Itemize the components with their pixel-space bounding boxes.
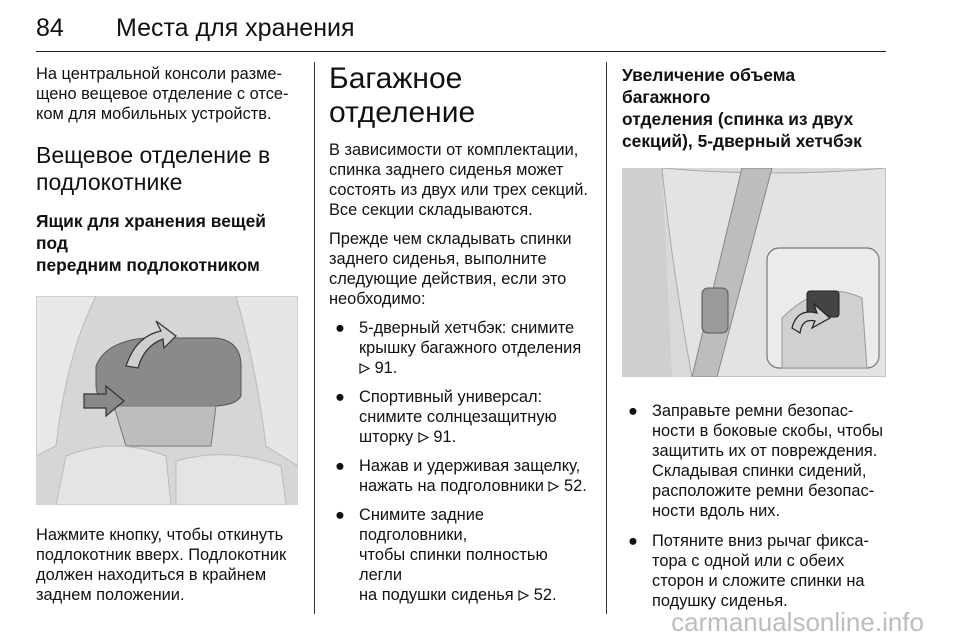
armrest-caption: заднем положении. (36, 586, 185, 604)
paragraph-line: следующие действия, если это (329, 270, 567, 288)
fold-heading: Увеличение объема багажного (622, 65, 796, 107)
cross-reference-icon (418, 432, 429, 443)
paragraph-line: состоять из двух или трех секций. (329, 181, 588, 199)
column-left (36, 64, 298, 605)
paragraph-line: спинка заднего сиденья может (329, 161, 564, 179)
list-item: ● 5-дверный хетчбэк: снимите крышку багажного отделения 91. (335, 319, 582, 377)
page-reference[interactable]: 91. (433, 428, 457, 446)
bullet-dot: ● (628, 532, 638, 550)
column-middle (329, 62, 594, 605)
header-rule (36, 51, 886, 52)
bullet-dot: ● (335, 319, 345, 337)
intro-line: ком для мобильных устройств. (36, 105, 272, 123)
storage-subheading: Ящик для хранения вещей под (36, 211, 266, 253)
armrest-caption: должен находиться в крайнем (36, 566, 267, 584)
watermark: carmanualsonline.info (671, 607, 924, 637)
page-reference[interactable]: 52. (533, 586, 557, 604)
list-item: ● Спортивный универсал: снимите солнцезащитную шторку 91. (335, 388, 557, 446)
column-divider (314, 62, 315, 614)
fold-heading: отделения (спинка из двух (622, 109, 854, 129)
page-header (36, 8, 886, 52)
cross-reference-icon (548, 481, 559, 492)
cross-reference-icon (359, 363, 370, 374)
intro-line: щено вещевое отделение с отсе- (36, 85, 289, 103)
list-item: ● Снимите задние подголовники, чтобы спинки полностью легли на подушки сиденья 52. (335, 506, 557, 604)
paragraph-line: необходимо: (329, 290, 426, 308)
list-item: ● Нажав и удерживая защелку, нажать на подголовники 52. (335, 457, 587, 495)
bullet-dot: ● (335, 506, 345, 524)
intro-line: На центральной консоли разме- (36, 65, 282, 83)
paragraph-line: заднего сиденья, выполните (329, 250, 547, 268)
section-title: Места для хранения (116, 14, 355, 42)
page-reference[interactable]: 52. (564, 477, 587, 495)
seatbelt-illustration (622, 168, 886, 377)
armrest-heading: Вещевое отделение в (36, 142, 271, 168)
column-right (622, 64, 887, 611)
column-divider (606, 62, 607, 614)
bullet-dot: ● (335, 457, 345, 475)
armrest-caption: подлокотник вверх. Подлокотник (36, 546, 287, 564)
paragraph-line: Прежде чем складывать спинки (329, 230, 572, 248)
cross-reference-icon (518, 590, 529, 601)
bullet-dot: ● (335, 388, 345, 406)
armrest-heading: подлокотнике (36, 169, 183, 195)
list-item: ● Заправьте ремни безопас- ности в боковые скобы, чтобы защитить их от повреждения. Складывая спинки сидений, расположите ремни безопас- ности вдоль них. (628, 402, 884, 520)
armrest-illustration (36, 296, 298, 505)
armrest-caption: Нажмите кнопку, чтобы откинуть (36, 526, 284, 544)
paragraph-line: В зависимости от комплектации, (329, 141, 579, 159)
list-item: ● Потяните вниз рычаг фикса- тора с одной или с обеих сторон и сложите спинки на подушку сиденья. (628, 532, 869, 610)
fold-heading: секций), 5-дверный хетчбэк (622, 131, 862, 151)
paragraph-line: Все секции складываются. (329, 201, 533, 219)
page-number: 84 (36, 14, 64, 42)
bullet-dot: ● (628, 402, 638, 420)
storage-subheading: передним подлокотником (36, 255, 260, 275)
luggage-heading: Багажное отделение (329, 62, 476, 129)
page-reference[interactable]: 91. (374, 359, 398, 377)
